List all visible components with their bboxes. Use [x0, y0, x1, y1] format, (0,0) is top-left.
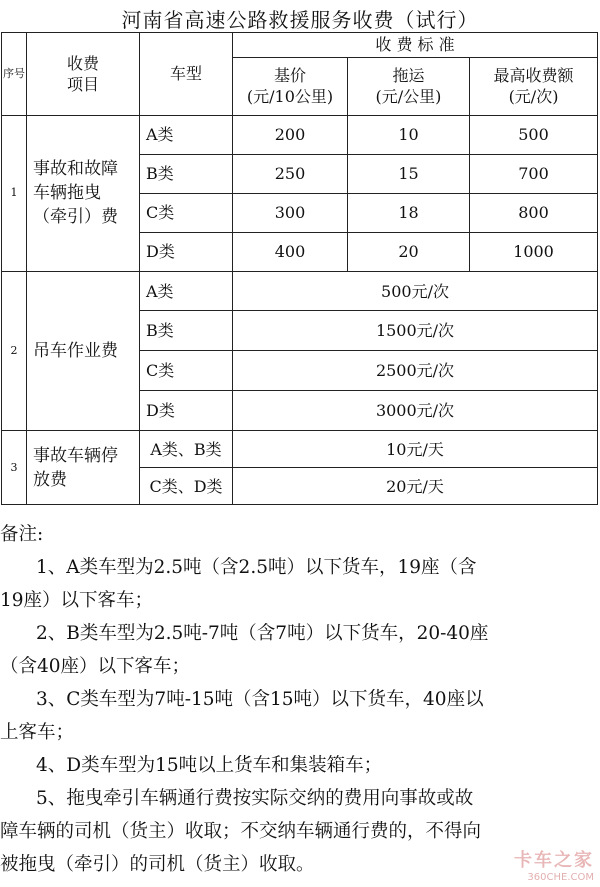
group2-name: 吊车作业费	[27, 271, 140, 431]
max-fee-cell: 500	[470, 115, 598, 154]
tow-cell: 10	[348, 115, 470, 154]
base-price-cell: 250	[233, 154, 348, 193]
crane-fee-cell: 2500元/次	[233, 351, 598, 391]
table-header-row	[2, 33, 598, 58]
vehicle-type-cell: A类	[140, 271, 233, 311]
notes-section	[0, 518, 592, 881]
fee-table	[1, 32, 598, 505]
vehicle-type-header: 车型	[140, 33, 233, 116]
note-line: 上客车；	[0, 722, 75, 743]
group1-seq: 1	[2, 115, 27, 271]
item-header-line1: 收费	[66, 53, 99, 73]
tow-cell: 20	[348, 232, 470, 271]
table-row	[2, 115, 598, 154]
tow-header-line1: 拖运	[392, 66, 425, 86]
base-price-cell: 400	[233, 232, 348, 271]
note-line: 2、B类车型为2.5吨-7吨（含7吨）以下货车，20-40座	[36, 623, 489, 644]
base-price-cell: 300	[233, 193, 348, 232]
note-line: 被拖曳（牵引）的司机（货主）收取。	[0, 854, 315, 875]
max-fee-header	[470, 57, 598, 115]
group1-name-line2: 车辆拖曳	[33, 183, 101, 204]
watermark-sub: 360CHE.COM	[527, 872, 594, 883]
group1-name-line1: 事故和故障	[33, 159, 118, 180]
max-fee-cell: 1000	[470, 232, 598, 271]
vehicle-type-cell: A类、B类	[140, 431, 233, 468]
vehicle-type-cell: B类	[140, 311, 233, 351]
notes-heading: 备注:	[0, 524, 44, 545]
tow-cell: 15	[348, 154, 470, 193]
vehicle-type-cell: A类	[140, 115, 233, 154]
watermark-logo	[514, 846, 594, 883]
page-title: 河南省高速公路救援服务收费（试行）	[121, 8, 479, 32]
base-price-header-line2: (元/10公里)	[246, 87, 334, 107]
vehicle-type-cell: C类	[140, 351, 233, 391]
vehicle-type-cell: D类	[140, 391, 233, 431]
crane-fee-cell: 500元/次	[233, 271, 598, 311]
base-price-header-line1: 基价	[273, 66, 306, 86]
vehicle-type-cell: D类	[140, 232, 233, 271]
watermark-main: 卡车之家	[514, 850, 594, 871]
vehicle-type-cell: C类、D类	[140, 468, 233, 505]
note-line: （含40座）以下客车；	[0, 656, 191, 677]
crane-fee-cell: 3000元/次	[233, 391, 598, 431]
seq-header-text: 序号	[3, 66, 25, 80]
note-line: 19座）以下客车；	[0, 590, 154, 611]
max-fee-header-line1: 最高收费额	[493, 66, 574, 86]
item-header-line2: 项目	[66, 74, 99, 94]
group2-seq: 2	[2, 271, 27, 431]
max-fee-cell: 700	[470, 154, 598, 193]
group3-seq: 3	[2, 431, 27, 505]
max-fee-cell: 800	[470, 193, 598, 232]
base-price-cell: 200	[233, 115, 348, 154]
note-line: 5、拖曳牵引车辆通行费按实际交纳的费用向事故或故	[36, 788, 474, 809]
group3-name-line2: 放费	[33, 469, 67, 490]
group1-name	[27, 115, 140, 271]
crane-fee-cell: 1500元/次	[233, 311, 598, 351]
item-header	[27, 33, 140, 116]
vehicle-type-cell: C类	[140, 193, 233, 232]
parking-fee-cell: 10元/天	[233, 431, 598, 468]
standard-header: 收 费 标 准	[233, 33, 598, 58]
table-row	[2, 431, 598, 468]
group1-name-line3: （牵引）费	[33, 207, 118, 228]
note-line: 4、D类车型为15吨以上货车和集装箱车；	[36, 755, 383, 776]
tow-header-line2: (元/公里)	[375, 87, 442, 107]
seq-header	[2, 33, 27, 116]
max-fee-header-line2: (元/次)	[508, 87, 559, 107]
vehicle-type-cell: B类	[140, 154, 233, 193]
note-line: 1、A类车型为2.5吨（含2.5吨）以下货车，19座（含	[36, 557, 477, 578]
tow-cell: 18	[348, 193, 470, 232]
table-row	[2, 271, 598, 311]
group3-name	[27, 431, 140, 505]
group3-name-line1: 事故车辆停	[33, 445, 118, 466]
base-price-header	[233, 57, 348, 115]
note-line: 障车辆的司机（货主）收取；不交纳车辆通行费的，不得向	[0, 821, 482, 842]
note-line: 3、C类车型为7吨-15吨（含15吨）以下货车，40座以	[36, 689, 484, 710]
tow-header	[348, 57, 470, 115]
parking-fee-cell: 20元/天	[233, 468, 598, 505]
